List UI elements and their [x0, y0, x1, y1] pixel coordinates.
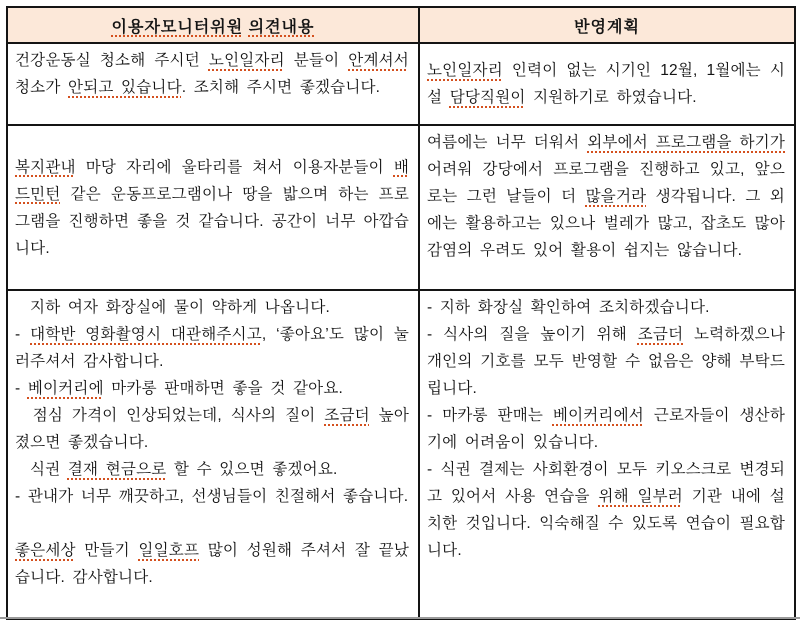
plan-header-cell: 반영계획	[419, 7, 795, 43]
table-row-3	[7, 290, 795, 619]
opinion-cell-2	[7, 125, 419, 290]
spellcheck-underlined-text: 의견내용	[248, 18, 315, 36]
text-line: 노인일자리 인력이 없는 시기인 12월, 1월에는 시설 담당직원이 지원하기로 하였습니다.	[427, 62, 785, 106]
page-bottom-rule	[0, 617, 800, 619]
text-line: 건강운동실 청소해 주시던 노인일자리 분들이 안계셔서 청소가 안되고 있습니다. 조치해 주시면 좋겠습니다.	[15, 52, 417, 96]
plan-cell-1	[419, 43, 795, 125]
plan-cell-3	[419, 290, 795, 619]
spellcheck-underlined-text: 노인일자리	[427, 62, 503, 79]
text-line: 식권 결재 현금으로 할 수 있으면 좋겠어요.	[15, 461, 338, 478]
text-line	[15, 510, 409, 537]
spellcheck-underlined-text: 복지관내	[15, 158, 76, 176]
spellcheck-underlined-text: 조금더	[637, 326, 684, 343]
spellcheck-underlined-text: 베이커리에서	[552, 407, 644, 424]
spellcheck-underlined-text: 조금더	[324, 407, 370, 424]
text-line: 좋은세상 만들기 일일호프 많이 성원해 주셔서 잘 끝났습니다. 감사합니다.	[15, 542, 409, 586]
table-row-2	[7, 125, 795, 290]
spellcheck-underlined-text: 많을거라	[585, 188, 647, 205]
opinion-cell-1	[7, 43, 419, 125]
text-line: - 식사의 질을 높이기 위해 조금더 노력하겠으나 개인의 기호를 모두 반영할 수 없음은 양해 부탁드립니다.	[427, 326, 793, 397]
text-line: - 베이커리에 마카롱 판매하면 좋을 것 같아요.	[15, 380, 344, 397]
spellcheck-underlined-text: 외부에서 프로그램을 하기가	[587, 134, 786, 151]
spellcheck-underlined-text: 안계셔서	[348, 52, 409, 69]
text-line: 지하 여자 화장실에 물이 약하게 나옵니다.	[15, 299, 330, 316]
spellcheck-underlined-text: 위해 일부러	[598, 488, 683, 505]
spellcheck-underlined-text: 안되고 있습니다	[68, 79, 182, 96]
opinion-header-cell	[7, 7, 419, 43]
spellcheck-underlined-text: 일일호프	[138, 542, 200, 559]
feedback-table	[6, 6, 796, 620]
text-line: - 대학반 영화촬영시 대관해주시고, ‘좋아요’도 많이 눌러주셔서 감사합니다.	[15, 326, 409, 370]
plan-cell-2	[419, 125, 795, 290]
opinion-cell-3	[7, 290, 419, 619]
spellcheck-underlined-text: 대학반 영화촬영시 대관해주시고	[30, 326, 262, 343]
spellcheck-underlined-text: 배드민턴	[15, 158, 409, 203]
spellcheck-underlined-text: 노인일자리	[208, 52, 285, 69]
header-row	[7, 7, 795, 43]
text-line: 복지관내 마당 자리에 울타리를 쳐서 이용자분들이 배드민턴 같은 운동프로그램이나 땅을 밟으며 하는 프로그램을 진행하면 좋을 것 같습니다. 공간이 너무 아깝습니다.	[15, 158, 409, 257]
text-line: - 지하 화장실 확인하여 조치하겠습니다.	[427, 299, 710, 316]
text-line: 여름에는 너무 더워서 외부에서 프로그램을 하기가 어려워 강당에서 프로그램을 진행하고 있고, 앞으로는 그런 날들이 더 많을거라 생각됩니다. 그 외에는 활용하고는 있으나 벌레가 많고, 잡초도 많아 감염의 우려도 있어 활용이 쉽지는 않습니다.	[427, 134, 793, 259]
text-line: 점심 가격이 인상되었는데, 식사의 질이 조금더 높아졌으면 좋겠습니다.	[15, 407, 409, 451]
spellcheck-underlined-text: 좋은세상	[15, 542, 76, 559]
text-line: - 관내가 너무 깨끗하고, 선생님들이 친절해서 좋습니다.	[15, 488, 409, 505]
spellcheck-underlined-text: 담당직원이	[449, 89, 526, 106]
table-row-1	[7, 43, 795, 125]
spellcheck-underlined-text: 이용자모니터위원	[111, 18, 244, 36]
text-line: - 마카롱 판매는 베이커리에서 근로자들이 생산하기에 어려움이 있습니다.	[427, 407, 786, 451]
text-line: - 식권 결제는 사회환경이 모두 키오스크로 변경되고 있어서 사용 연습을 위해 일부러 기관 내에 설치한 것입니다. 익숙해질 수 있도록 연습이 필요합니다.	[427, 461, 785, 559]
spellcheck-underlined-text: 결재 현금으로	[67, 461, 167, 478]
spellcheck-underlined-text: 베이커리에	[27, 380, 104, 397]
